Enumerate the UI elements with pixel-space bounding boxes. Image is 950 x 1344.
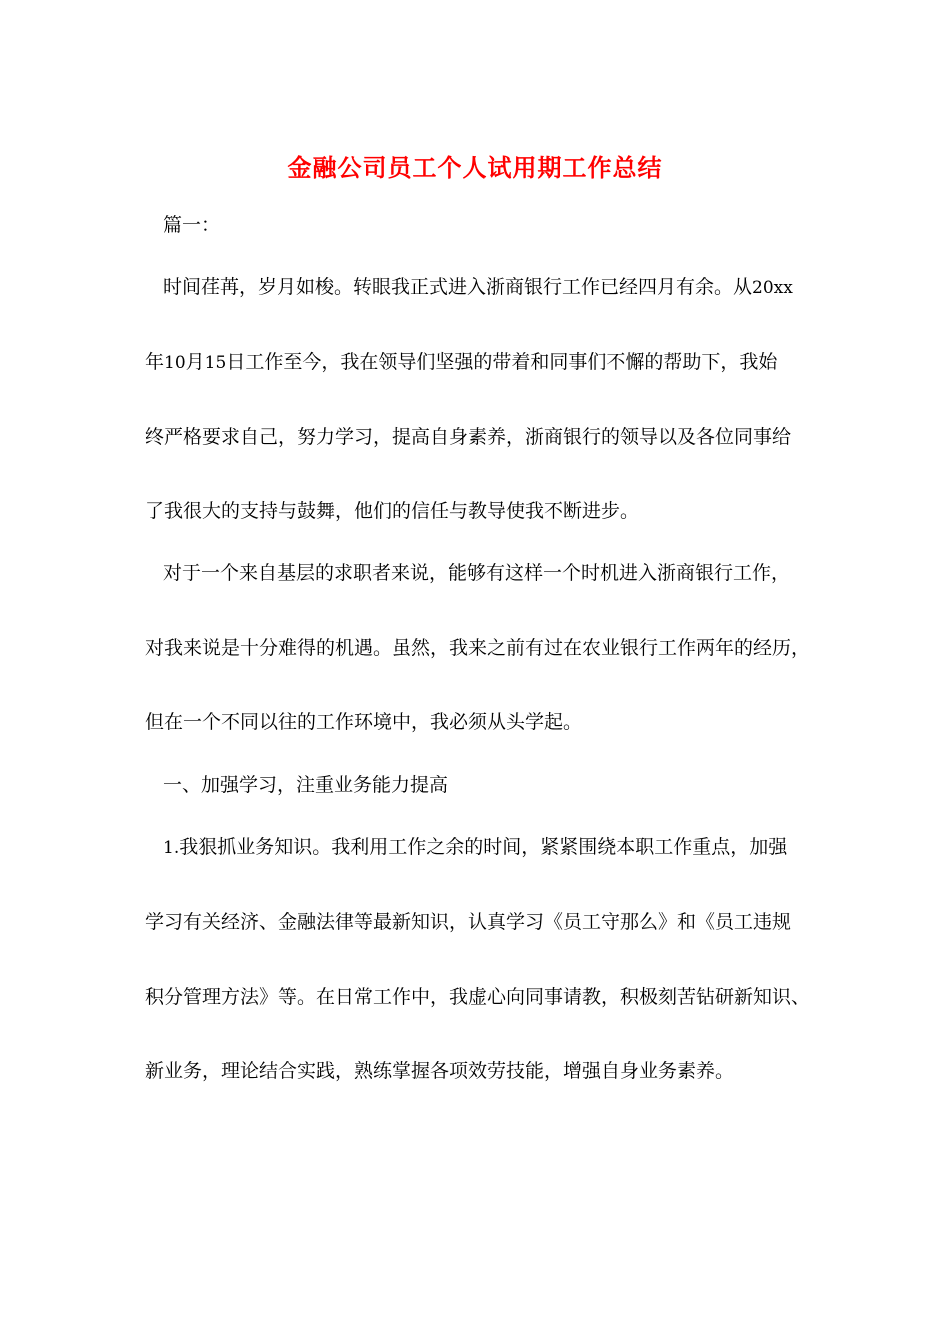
- paragraph-text: 年: [145, 351, 165, 373]
- paragraph-3-line-1: [163, 833, 825, 862]
- section-label: 篇一：: [163, 214, 221, 236]
- paragraph-text: 我狠抓业务知识。我利用工作之余的时间，紧紧围绕本职工作重点，加强: [179, 836, 788, 858]
- month-value: 10: [164, 353, 186, 373]
- list-item-number: 1.: [163, 838, 180, 858]
- paragraph-3-line-2: 学习有关经济、金融法律等最新知识，认真学习《员工守那么》和《员工违规: [145, 911, 792, 933]
- paragraph-1-line-4: 了我很大的支持与鼓舞，他们的信任与教导使我不断进步。: [145, 500, 640, 522]
- paragraph-text: 月: [185, 351, 205, 373]
- paragraph-2-line-1: 对于一个来自基层的求职者来说，能够有这样一个时机进入浙商银行工作，: [163, 562, 791, 584]
- paragraph-3-line-3: 积分管理方法》等。在日常工作中，我虚心向同事请教，积极刻苦钻研新知识、: [145, 986, 811, 1008]
- document-title: 金融公司员工个人试用期工作总结: [287, 153, 663, 182]
- paragraph-2-line-2: 对我来说是十分难得的机遇。虽然，我来之前有过在农业银行工作两年的经历，: [145, 637, 811, 659]
- year-value: 20xx: [752, 278, 793, 298]
- day-value: 15: [204, 353, 227, 373]
- paragraph-text: 日工作至今，我在领导们坚强的带着和同事们不懈的帮助下，我始: [226, 351, 778, 373]
- paragraph-3-line-4: 新业务，理论结合实践，熟练掌握各项效劳技能，增强自身业务素养。: [145, 1060, 735, 1082]
- section-heading-1: 一、加强学习，注重业务能力提高: [163, 774, 449, 796]
- paragraph-text: 时间荏苒，岁月如梭。转眼我正式进入浙商银行工作已经四月有余。从: [163, 276, 753, 298]
- paragraph-2-line-3: 但在一个不同以往的工作环境中，我必须从头学起。: [145, 711, 583, 733]
- paragraph-1-line-2: [145, 348, 825, 377]
- paragraph-1-line-1: [163, 273, 825, 302]
- paragraph-1-line-3: 终严格要求自己，努力学习，提高自身素养，浙商银行的领导以及各位同事给: [145, 426, 792, 448]
